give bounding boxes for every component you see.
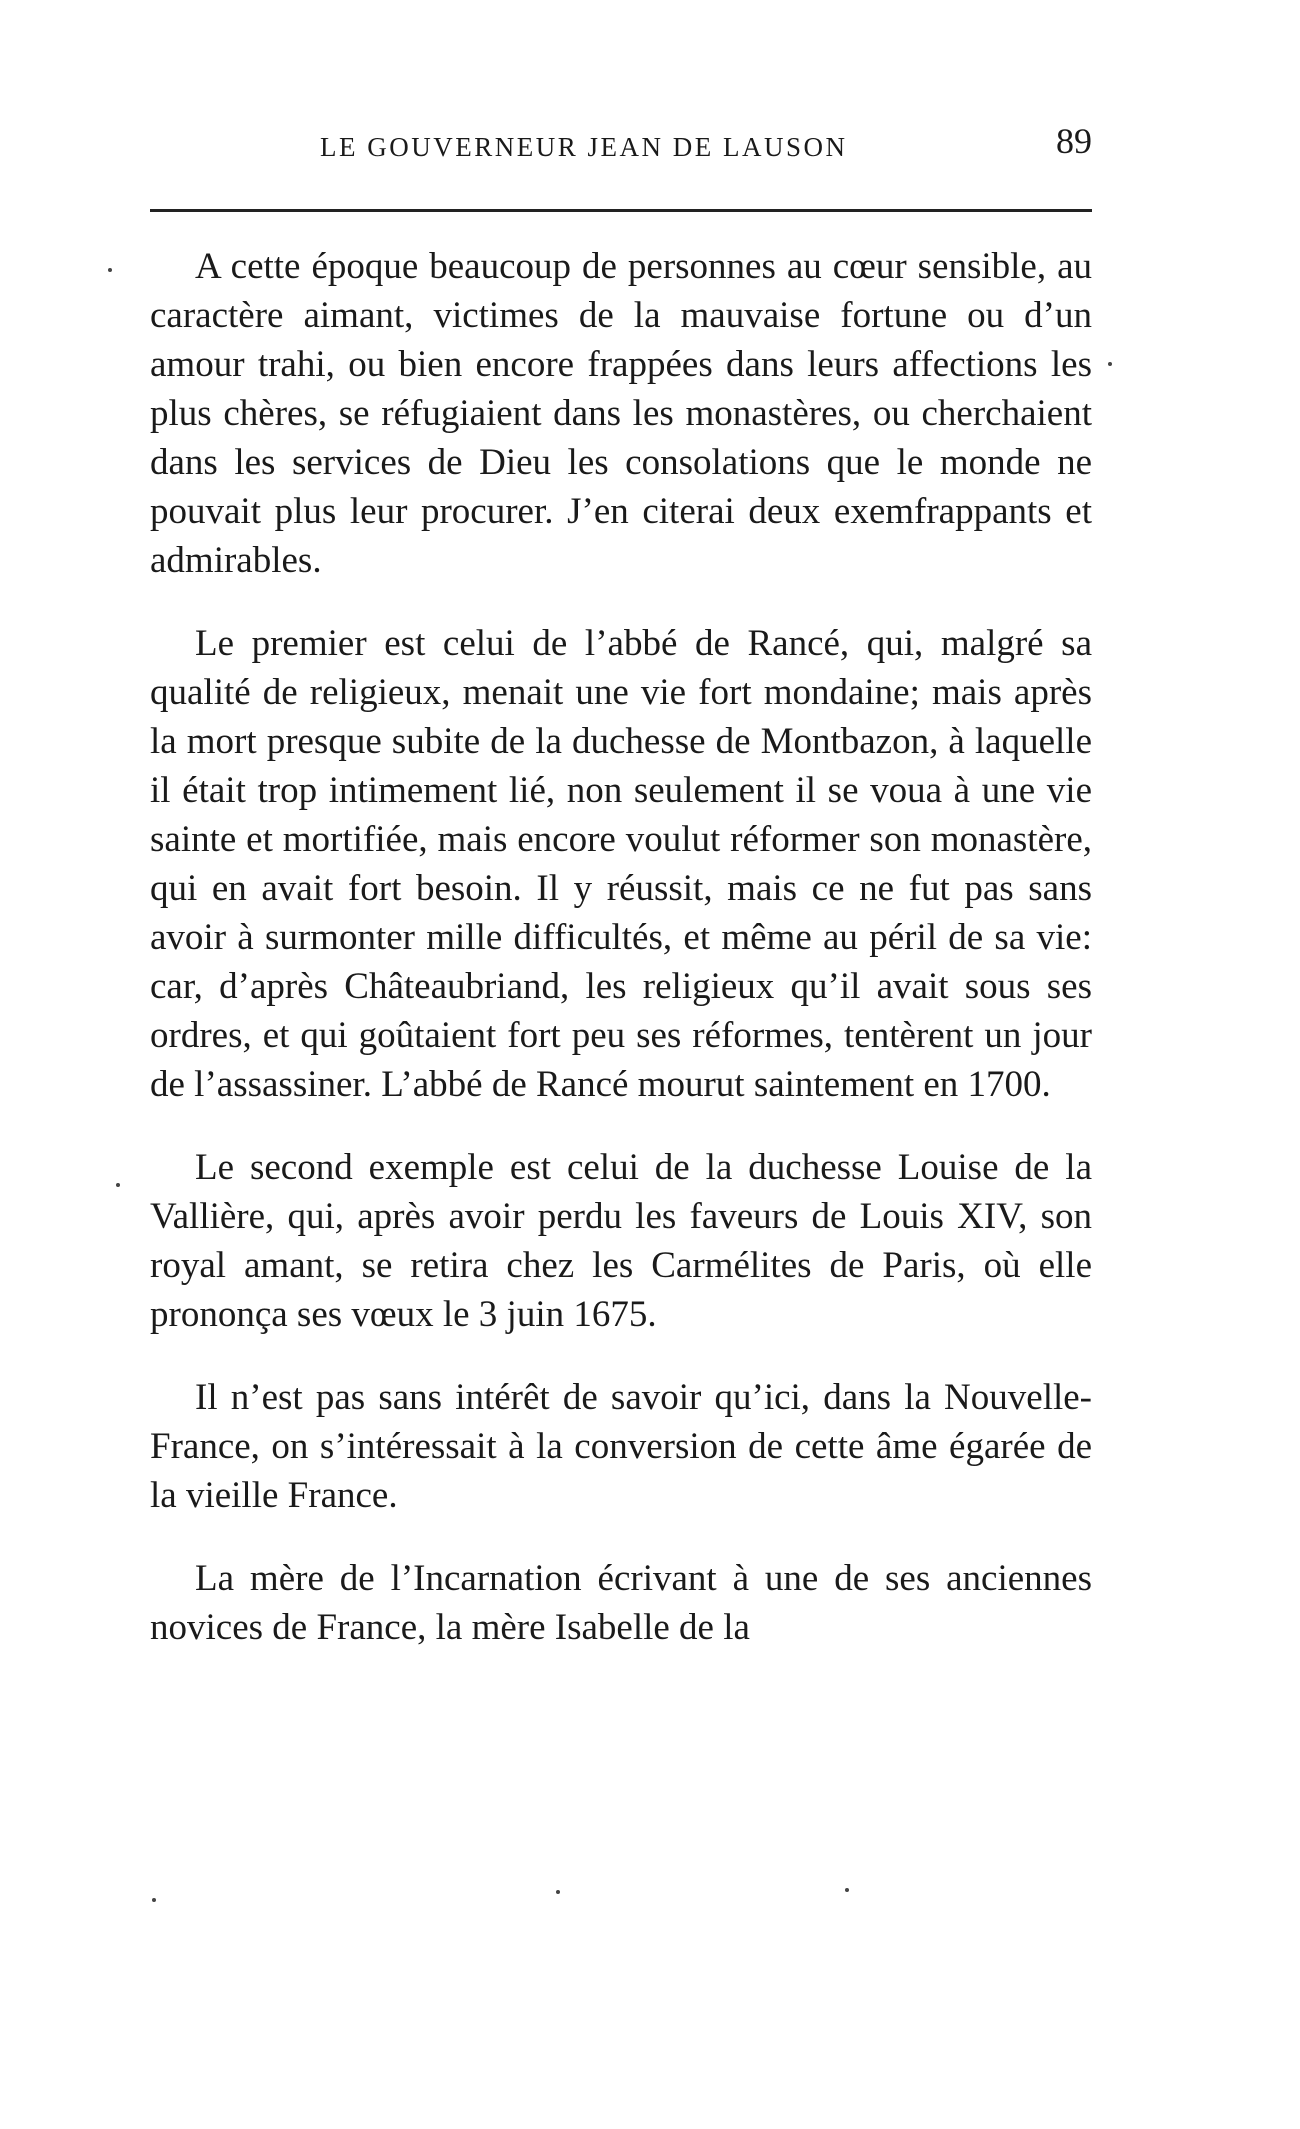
scan-speck	[845, 1888, 849, 1892]
scan-speck	[116, 1183, 120, 1187]
body-text	[150, 242, 1092, 1686]
page-number: 89	[1056, 121, 1092, 161]
paragraph-3: Le second exemple est celui de la duchesse Louise de la Vallière, qui, après avoir perdu les faveurs de Louis XIV, son royal amant, se retira chez les Carmélites de Paris, où elle prononça ses vœux le 3 juin 1675.	[150, 1147, 1092, 1335]
paragraph-2: Le premier est celui de l’abbé de Rancé, qui, malgré sa qualité de religieux, menait une vie fort mondaine; mais après la mort presque subite de la duchesse de Montbazon, à laquelle il était trop intimement lié, non seulement il se voua à une vie sainte et mortifiée, mais encore voulut réformer son monastère, qui en avait fort besoin. Il y réussit, mais ce ne fut pas sans avoir à surmonter mille difficultés, et même au péril de sa vie: car, d’après Châteaubriand, les religieux qu’il avait sous ses ordres, et qui goûtaient fort peu ses réformes, tentèrent un jour de l’assassiner. L’abbé de Rancé mourut saintement en 1700.	[150, 623, 1092, 1105]
scan-speck	[556, 1890, 560, 1894]
paragraph-1: A cette époque beaucoup de personnes au cœur sensible, au caractère aimant, victimes de la mauvaise fortune ou d’un amour trahi, ou bien encore frappées dans leurs affections les plus chères, se réfugiaient dans les monastères, ou cherchaient dans les services de Dieu les consolations que le monde ne pouvait plus leur procurer. J’en citerai deux exemfrappants et admirables.	[150, 246, 1092, 581]
scan-speck	[1108, 362, 1112, 366]
running-head	[150, 120, 1092, 168]
paragraph-4: Il n’est pas sans intérêt de savoir qu’ici, dans la Nouvelle-France, on s’intéressait à la conversion de cette âme égarée de la vieille France.	[150, 1377, 1092, 1516]
scan-speck	[108, 268, 112, 272]
running-title: LE GOUVERNEUR JEAN DE LAUSON	[320, 132, 848, 162]
header-rule	[150, 209, 1092, 212]
scan-speck	[152, 1898, 156, 1902]
paragraph-5: La mère de l’Incarnation écrivant à une de ses anciennes novices de France, la mère Isabelle de la	[150, 1558, 1092, 1648]
